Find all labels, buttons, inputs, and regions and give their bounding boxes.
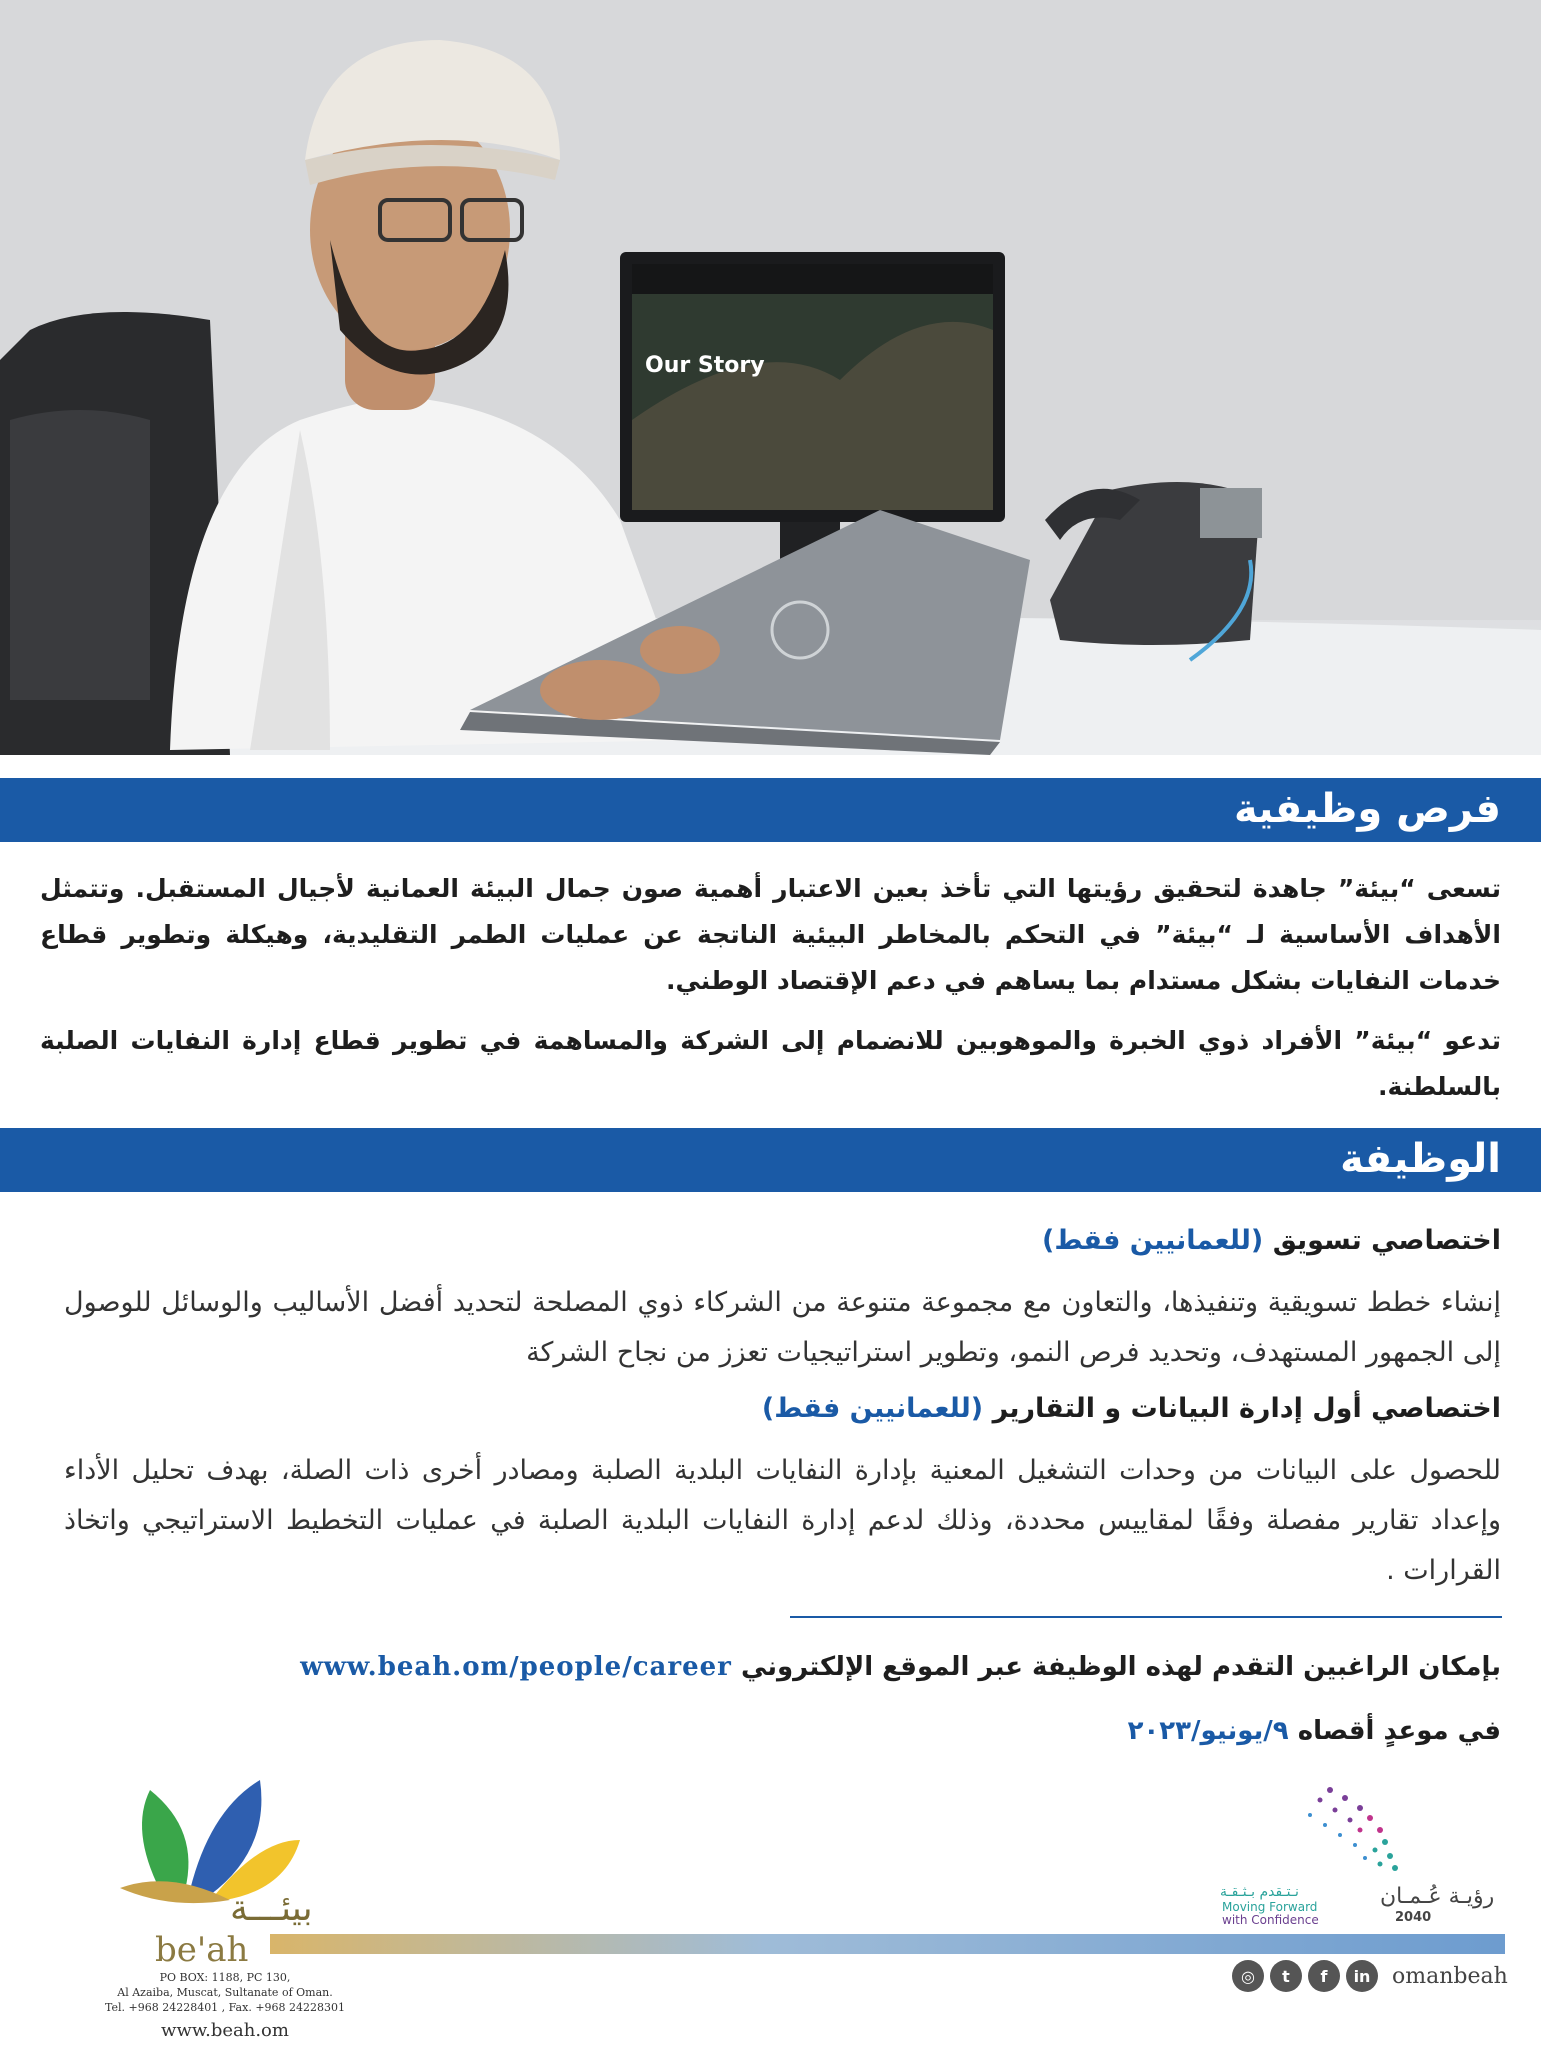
vision-year: 2040 <box>1395 1910 1432 1925</box>
job-title-data-reporting <box>762 1393 1501 1424</box>
job-heading: الوظيفة <box>1340 1136 1501 1182</box>
address-line: Tel. +968 24228401 , Fax. +968 24228301 <box>104 2001 346 2014</box>
vision-arabic-text: رؤيـة عُـمـان <box>1380 1884 1495 1909</box>
linkedin-icon[interactable]: in <box>1346 1960 1378 1992</box>
deadline-label: في موعدٍ أقصاه <box>1297 1716 1501 1746</box>
career-url-link[interactable]: www.beah.om/people/career <box>300 1652 732 1682</box>
oman-vision-2040-swirl-icon <box>1210 1770 1440 1880</box>
company-website[interactable]: www.beah.om <box>161 2020 289 2041</box>
footer-color-bar <box>270 1934 1505 1954</box>
logo-english-text: be'ah <box>155 1930 249 1970</box>
logo-arabic-text: بيئـــة <box>230 1888 313 1929</box>
facebook-icon[interactable]: f <box>1308 1960 1340 1992</box>
moving-forward-english: Moving Forward <box>1222 1900 1318 1914</box>
social-links <box>1232 1960 1508 1992</box>
job-title-text: اختصاصي أول إدارة البيانات و التقارير <box>992 1393 1501 1424</box>
hero-photo <box>0 0 1541 755</box>
company-address <box>100 1970 350 2015</box>
job-description-marketing: إنشاء خطط تسويقية وتنفيذها، والتعاون مع مجموعة متنوعة من الشركاء ذوي المصلحة لتحديد أفضل الأساليب والوسائل للوصول إلى الجمهور المستهدف، وتحديد فرص النمو، وتطوير استراتيجيات تعزز من نجاح الشركة <box>64 1287 1501 1368</box>
job-title-text: اختصاصي تسويق <box>1272 1225 1501 1256</box>
omani-only-note: (للعمانيين فقط) <box>761 1393 984 1424</box>
apply-text: بإمكان الراغبين التقدم لهذه الوظيفة عبر الموقع الإلكتروني <box>740 1652 1501 1682</box>
deadline-date: ٩/يونيو/٢٠٢٣ <box>1127 1716 1289 1746</box>
deadline <box>1128 1716 1501 1746</box>
social-handle[interactable]: omanbeah <box>1392 1963 1508 1989</box>
intro-paragraph: تسعى “بيئة” جاهدة لتحقيق رؤيتها التي تأخذ بعين الاعتبار أهمية صون جمال البيئة العمانية لأجيال المستقبل. وتتمثل الأهداف الأساسية لـ “بيئة” في التحكم بالمخاطر البيئية الناتجة عن عمليات الطمر التقليدية، وهيكلة وتطوير قطاع خدمات النفايات بشكل مستدام بما يساهم في دعم الإقتصاد الوطني. <box>40 874 1501 995</box>
invitation-paragraph: تدعو “بيئة” الأفراد ذوي الخبرة والموهوبين للانضمام إلى الشركة والمساهمة في تطوير قطاع إدارة النفايات الصلبة بالسلطنة. <box>40 1026 1501 1101</box>
job-title-marketing <box>1042 1225 1501 1256</box>
section-divider <box>790 1616 1502 1618</box>
instagram-icon[interactable]: ◎ <box>1232 1960 1264 1992</box>
careers-banner <box>0 778 1541 842</box>
apply-instructions <box>300 1652 1501 1682</box>
job-banner <box>0 1128 1541 1192</box>
omani-only-note: (للعمانيين فقط) <box>1042 1225 1264 1256</box>
twitter-icon[interactable]: t <box>1270 1960 1302 1992</box>
address-line: Al Azaiba, Muscat, Sultanate of Oman. <box>117 1986 333 1999</box>
monitor-screen-heading: Our Story <box>645 353 765 378</box>
office-scene-illustration <box>0 0 1541 755</box>
with-confidence-english: with Confidence <box>1222 1913 1319 1927</box>
job-description-data-reporting: للحصول على البيانات من وحدات التشغيل المعنية بإدارة النفايات البلدية الصلبة ومصادر أخرى ذات الصلة، بهدف تحليل الأداء وإعداد تقارير مفصلة وفقًا لمقاييس محددة، وذلك لدعم إدارة النفايات البلدية الصلبة في عمليات التخطيط الاستراتيجي واتخاذ القرارات . <box>64 1455 1501 1586</box>
moving-forward-arabic: نـتـقدم بـثـقـة <box>1220 1884 1299 1900</box>
address-line: PO BOX: 1188, PC 130, <box>159 1971 291 1984</box>
careers-heading: فرص وظيفية <box>1233 786 1501 832</box>
